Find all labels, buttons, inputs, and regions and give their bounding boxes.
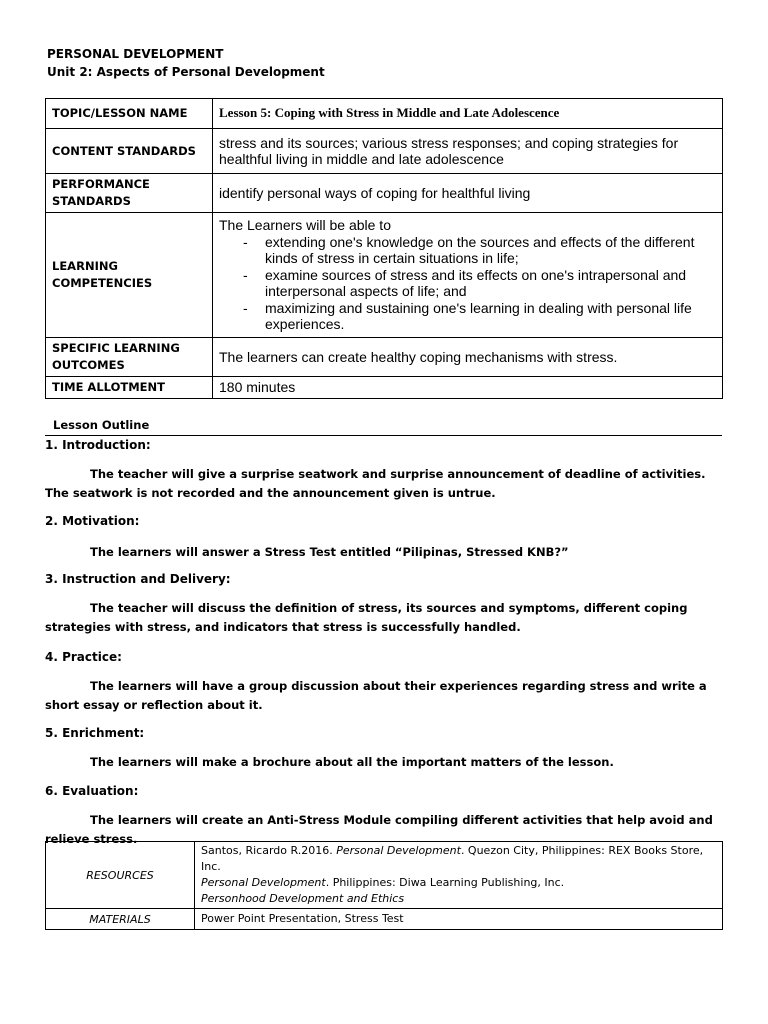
resources-value — [195, 842, 723, 909]
resource-entry — [201, 875, 716, 891]
table-row — [46, 99, 723, 129]
learning-competencies-value — [213, 213, 723, 338]
section-text: The learners will make a brochure about all the important matters of the lesson. — [90, 755, 614, 769]
resource-title: Personal Development — [336, 844, 461, 857]
time-allotment-value: 180 minutes — [213, 377, 723, 399]
table-row — [46, 842, 723, 909]
resources-table — [45, 841, 723, 930]
list-item: - extending one's knowledge on the sources and effects of the different kinds of stress in certain situations in life; — [243, 234, 716, 267]
resource-text: . Quezon City, Philippines: REX Books Store, Inc. — [201, 844, 704, 873]
competencies-intro: The Learners will be able to — [219, 217, 391, 234]
competencies-list — [219, 234, 716, 333]
resource-title: Personal Development — [201, 876, 326, 889]
table-row — [46, 174, 723, 213]
content-standards-value: stress and its sources; various stress responses; and coping strategies for healthful living in middle and late adolescence — [213, 129, 723, 174]
time-allotment-label: TIME ALLOTMENT — [46, 377, 213, 399]
materials-label: MATERIALS — [46, 909, 195, 930]
materials-value: Power Point Presentation, Stress Test — [195, 909, 723, 930]
document-subject: PERSONAL DEVELOPMENT — [47, 47, 224, 61]
table-row — [46, 129, 723, 174]
list-item: - examine sources of stress and its effects on one's intrapersonal and interpersonal aspects of life; and — [243, 267, 716, 300]
learning-outcomes-label: SPECIFIC LEARNING OUTCOMES — [46, 338, 213, 377]
section-heading: 5. Enrichment: — [45, 726, 145, 740]
table-row — [46, 377, 723, 399]
learning-outcomes-value: The learners can create healthy coping mechanisms with stress. — [213, 338, 723, 377]
topic-label: TOPIC/LESSON NAME — [46, 99, 213, 129]
section-heading: 1. Introduction: — [45, 438, 151, 452]
performance-standards-label: PERFORMANCE STANDARDS — [46, 174, 213, 213]
table-row — [46, 338, 723, 377]
content-standards-label: CONTENT STANDARDS — [46, 129, 213, 174]
resource-text: Santos, Ricardo R.2016. — [201, 844, 337, 857]
resource-entry — [201, 891, 716, 907]
section-text: The teacher will discuss the definition of stress, its sources and symptoms, different coping strategies with stress, and indicators that stress is successfully handled. — [45, 601, 688, 634]
divider — [45, 435, 722, 436]
topic-value: Lesson 5: Coping with Stress in Middle and Late Adolescence — [213, 99, 723, 129]
resources-label: RESOURCES — [46, 842, 195, 909]
section-heading: 6. Evaluation: — [45, 784, 139, 798]
lesson-table — [45, 98, 723, 399]
section-text: The teacher will give a surprise seatwork and surprise announcement of deadline of activities. The seatwork is not recorded and the announcement given is untrue. — [45, 467, 706, 500]
section-heading: 2. Motivation: — [45, 514, 140, 528]
section-heading: 3. Instruction and Delivery: — [45, 572, 231, 586]
document-unit: Unit 2: Aspects of Personal Development — [47, 65, 325, 79]
section-text: The learners will answer a Stress Test entitled “Pilipinas, Stressed KNB?” — [90, 545, 569, 559]
section-heading: 4. Practice: — [45, 650, 122, 664]
section-text: The learners will have a group discussion about their experiences regarding stress and write a short essay or reflection about it. — [45, 679, 707, 712]
resource-text: . Philippines: Diwa Learning Publishing, Inc. — [325, 876, 565, 889]
list-item: - maximizing and sustaining one's learning in dealing with personal life experiences. — [243, 300, 716, 333]
table-row — [46, 213, 723, 338]
resource-entry — [201, 843, 716, 875]
performance-standards-value: identify personal ways of coping for healthful living — [213, 174, 723, 213]
lesson-outline-title: Lesson Outline — [53, 418, 150, 432]
resource-title: Personhood Development and Ethics — [201, 892, 405, 905]
learning-competencies-label: LEARNING COMPETENCIES — [46, 213, 213, 338]
table-row — [46, 909, 723, 930]
section-text: The learners will create an Anti-Stress Module compiling different activities that help avoid and relieve stress. — [45, 813, 713, 846]
